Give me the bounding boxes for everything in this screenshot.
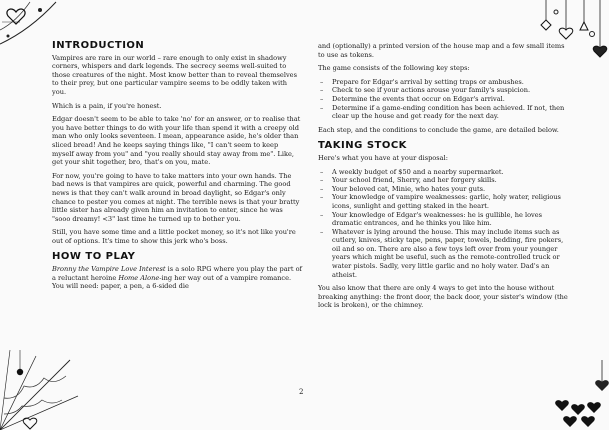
how-to-play-paragraph — [52, 265, 302, 291]
left-column — [52, 42, 302, 296]
list-item: – Whatever is lying around the house. This may include items such as cutlery, knives, sticky tape, pens, paper, towels, bedding, fire pokers, oil and so on. There are also a few toys left over from your younger years which might be useful, such as the remote-controlled truck or water pistols. Sadly, very little garlic and no holy water. Dad's an atheist. — [318, 228, 568, 280]
taking-stock-closing: You also know that there are only 4 ways to get into the house without breaking anything: the front door, the back door, your sister's window (the lock is broken), or the chimney. — [318, 284, 568, 310]
page-number: 2 — [299, 388, 304, 396]
right-paragraph-1: and (optionally) a printed version of the house map and a few small items to use as tokens. — [318, 42, 565, 59]
how-to-play-text-b: -ing her way out of a vampire romance. You will need: paper, a pen, a 6-sided die — [52, 273, 292, 291]
list-item: – Your beloved cat, Minie, who hates your guts. — [318, 185, 568, 194]
game-title: Bronny the Vampire Love Interest — [52, 265, 166, 274]
list-item: – Your school friend, Sherry, and her forgery skills. — [318, 176, 568, 185]
list-item: – Prepare for Edgar's arrival by setting traps or ambushes. — [318, 78, 568, 87]
hearts-cluster-icon — [548, 360, 609, 430]
intro-paragraph-2: Which is a pain, if you're honest. — [52, 101, 162, 110]
intro-paragraph-5: Still, you have some time and a little pocket money, so it's not like you're out of options. It's time to show this jerk who's boss. — [52, 228, 296, 245]
key-steps-list — [318, 78, 568, 121]
list-item: – Check to see if your actions arouse your family's suspicion. — [318, 86, 568, 95]
taking-stock-intro: Here's what you have at your disposal: — [318, 153, 448, 162]
intro-paragraph-1: Vampires are rare in our world – rare enough to only exist in shadowy corners, whispers and dark legends. The secrecy seems well-suited to those creatures of the night. Most know better than to reveal themselves to their prey, but one particular vampire seems to be oddly taken with you. — [52, 53, 297, 96]
list-item: – A weekly budget of $50 and a nearby supermarket. — [318, 168, 568, 177]
list-item: – Determine if a game-ending condition has been achieved. If not, then clear up the house and get ready for the next day. — [318, 104, 568, 121]
list-item: – Your knowledge of Edgar's weaknesses: he is gullible, he loves dramatic entrances, and he thinks you like him. — [318, 211, 568, 228]
spiderweb-ornament-icon — [0, 350, 80, 430]
how-to-play-text-a: is a solo RPG where you play the part of a reluctant heroine — [52, 265, 302, 282]
list-item: – Determine the events that occur on Edgar's arrival. — [318, 95, 568, 104]
inventory-list — [318, 168, 568, 280]
taking-stock-heading: TAKING STOCK — [318, 140, 407, 152]
right-column — [318, 42, 568, 315]
list-item: – Your knowledge of vampire weaknesses: garlic, holy water, religious icons, sunlight and getting staked in the heart. — [318, 193, 568, 210]
intro-paragraph-3: Edgar doesn't seem to be able to take 'no' for an answer, or to realise that you have better things to do with your life than spend it with a creepy old man who only looks seventeen. I mean, appearance aside, he's older than sliced bread! And he keeps saying things like, "I can't seem to keep myself away from you" and "you really should stay away from me". Like, get your shit together, bro, that's on you, mate. — [52, 115, 301, 167]
how-to-play-heading: HOW TO PLAY — [52, 251, 136, 263]
intro-paragraph-4: For now, you're going to have to take matters into your own hands. The bad news is that vampires are quick, powerful and charming. The good news is that they can't walk around in broad daylight, so Edgar's only chance to pester you comes at night. The terrible news is that your bratty little sister has already given him an invitation to enter, since he was "sooo dreamy! <3" last time he turned up to bother you. — [52, 171, 300, 223]
heart-ornament-icon — [0, 0, 60, 50]
right-paragraph-2: The game consists of the following key steps: — [318, 64, 470, 73]
introduction-heading: INTRODUCTION — [52, 40, 145, 51]
reference-title: Home Alone — [118, 273, 160, 282]
right-paragraph-3: Each step, and the conditions to conclude the game, are detailed below. — [318, 125, 559, 134]
